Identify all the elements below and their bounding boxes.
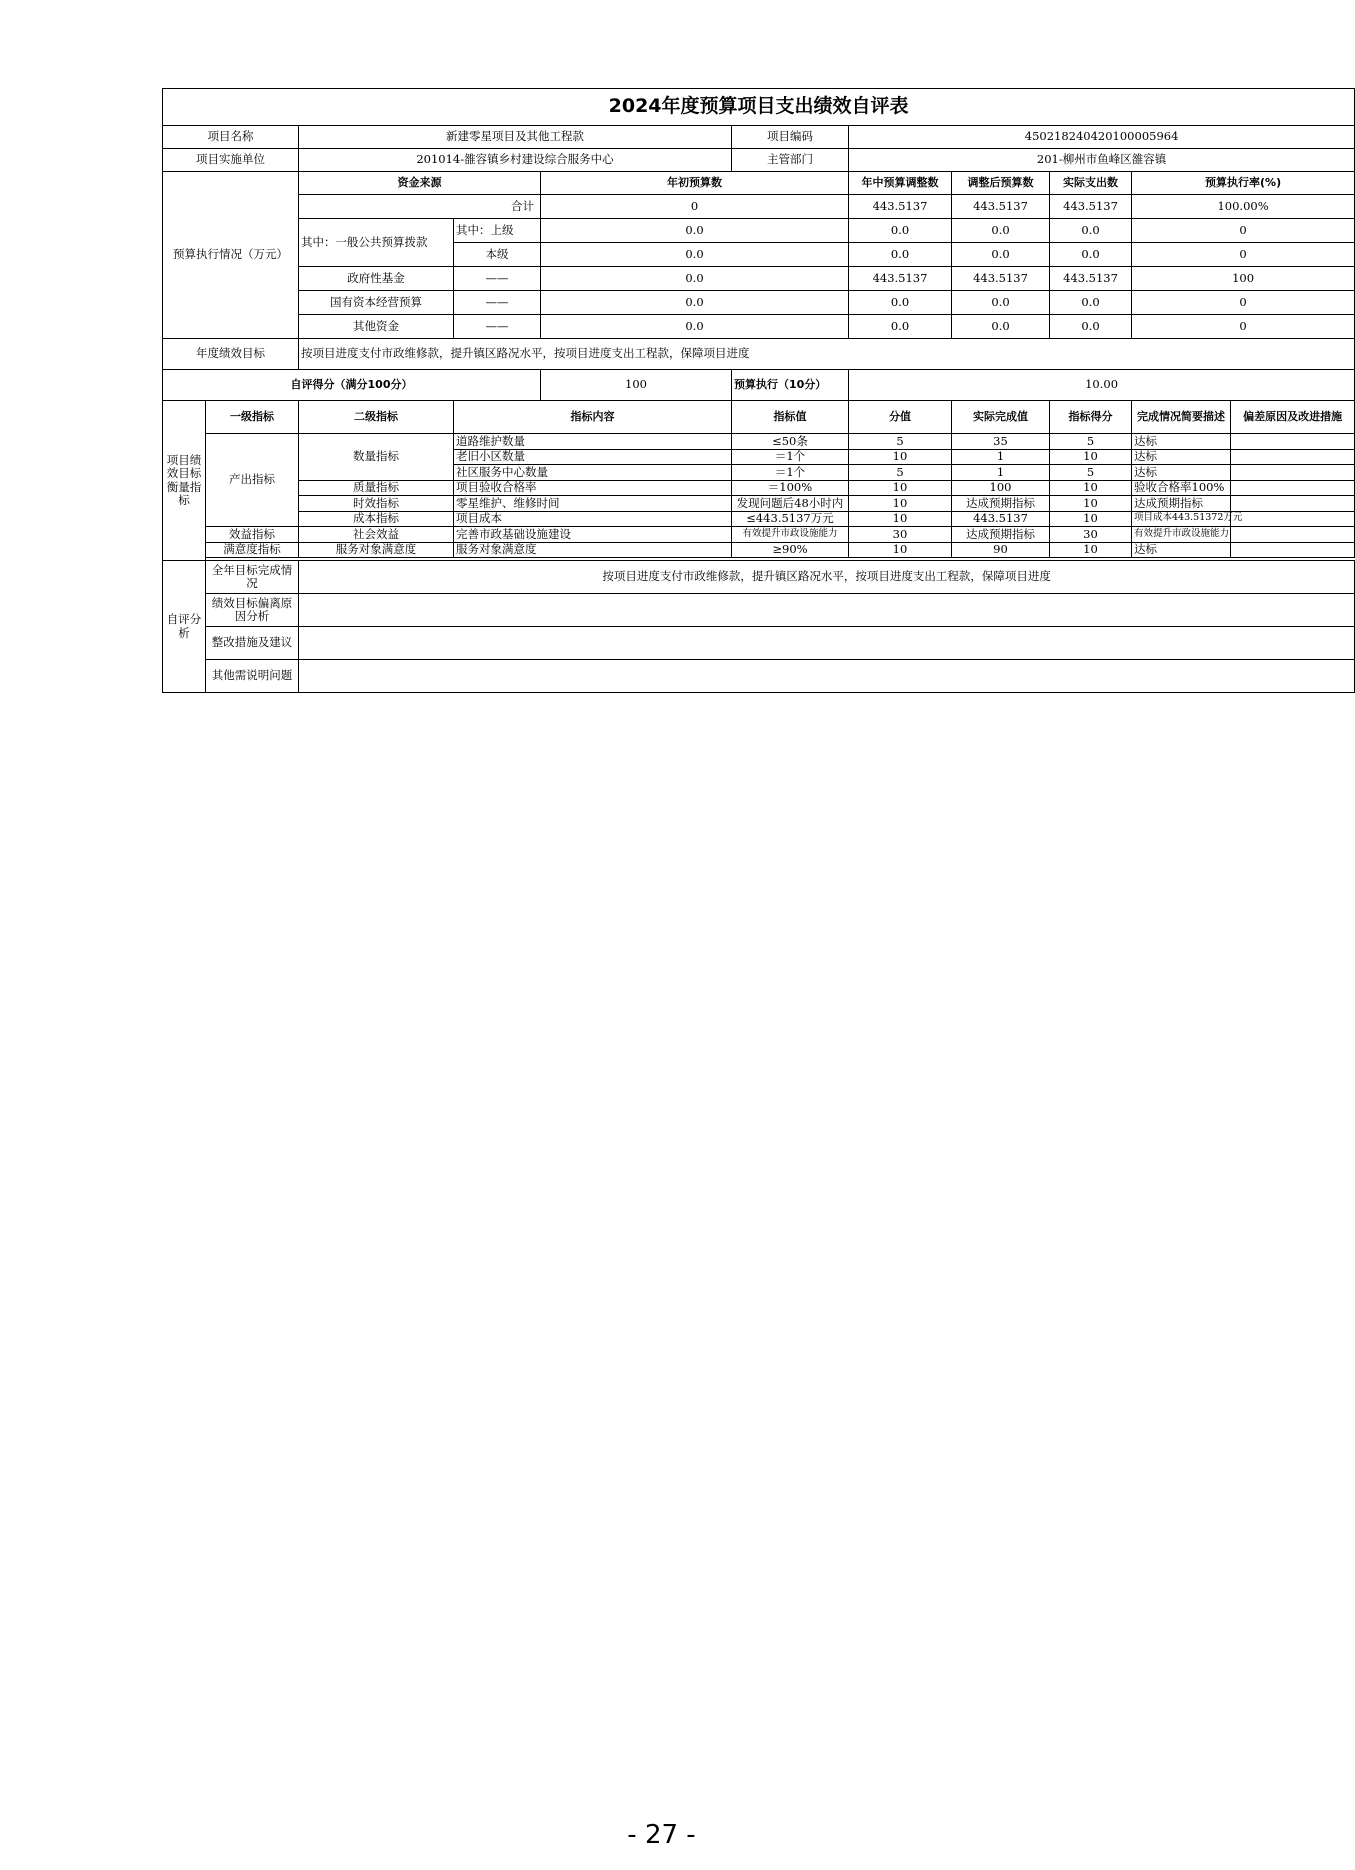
satisfaction-indicator-label: 满意度指标 (206, 542, 299, 558)
budget-total-mid-adjust: 443.5137 (849, 195, 952, 219)
ind-weight: 10 (849, 449, 952, 465)
budget-general-label: 其中：一般公共预算拨款 (299, 219, 454, 267)
budget-govfund-mid-adjust: 443.5137 (849, 267, 952, 291)
rectify-label: 整改措施及建议 (206, 627, 299, 660)
ind-reason (1231, 480, 1355, 496)
ind-target: ≤443.5137万元 (732, 511, 849, 527)
ind-target: ≥90% (732, 542, 849, 558)
budget-upper-adjusted: 0.0 (952, 219, 1050, 243)
budget-local-initial: 0.0 (541, 243, 849, 267)
supervising-dept-value: 201-柳州市鱼峰区雒容镇 (849, 149, 1355, 172)
ind-weight: 10 (849, 480, 952, 496)
ind-weight: 30 (849, 527, 952, 543)
ind-level2: 成本指标 (299, 511, 454, 527)
ind-content: 服务对象满意度 (454, 542, 732, 558)
ind-level2: 时效指标 (299, 496, 454, 512)
quantity-indicator-label: 数量指标 (299, 434, 454, 481)
project-code-value: 450218240420100005964 (849, 126, 1355, 149)
budget-other-dash: —— (454, 315, 541, 339)
budget-other-initial: 0.0 (541, 315, 849, 339)
ind-reason (1231, 465, 1355, 481)
page-number: - 27 - (627, 1820, 696, 1850)
budget-govfund-initial: 0.0 (541, 267, 849, 291)
ind-reason (1231, 511, 1355, 527)
ind-target: 有效提升市政设施能力 (732, 527, 849, 543)
ind-score: 10 (1050, 511, 1132, 527)
budget-header-initial: 年初预算数 (541, 172, 849, 195)
ind-desc: 有效提升市政设施能力 (1132, 527, 1231, 543)
budget-total-adjusted: 443.5137 (952, 195, 1050, 219)
ind-actual: 100 (952, 480, 1050, 496)
ind-weight: 10 (849, 496, 952, 512)
analysis-section-label: 自评分析 (163, 561, 206, 693)
ind-content: 道路维护数量 (454, 434, 732, 450)
deviation-value (299, 594, 1355, 627)
budget-other-label: 其他资金 (299, 315, 454, 339)
budget-header-rate: 预算执行率(%) (1132, 172, 1355, 195)
budget-govfund-adjusted: 443.5137 (952, 267, 1050, 291)
ind-desc: 达标 (1132, 465, 1231, 481)
ind-header-reason: 偏差原因及改进措施 (1231, 401, 1355, 434)
budget-local-actual: 0.0 (1050, 243, 1132, 267)
budget-total-label: 合计 (299, 195, 541, 219)
ind-score: 10 (1050, 449, 1132, 465)
budget-statecap-mid-adjust: 0.0 (849, 291, 952, 315)
ind-header-target: 指标值 (732, 401, 849, 434)
ind-actual: 1 (952, 449, 1050, 465)
ind-level2: 质量指标 (299, 480, 454, 496)
budget-upper-actual: 0.0 (1050, 219, 1132, 243)
budget-upper-mid-adjust: 0.0 (849, 219, 952, 243)
ind-level2: 服务对象满意度 (299, 542, 454, 558)
ind-reason (1231, 434, 1355, 450)
ind-content: 社区服务中心数量 (454, 465, 732, 481)
ind-desc: 项目成本443.51372万元 (1132, 511, 1231, 527)
ind-reason (1231, 527, 1355, 543)
budget-statecap-label: 国有资本经营预算 (299, 291, 454, 315)
ind-actual: 达成预期指标 (952, 496, 1050, 512)
ind-score: 10 (1050, 542, 1132, 558)
budget-other-rate: 0 (1132, 315, 1355, 339)
project-code-label: 项目编码 (732, 126, 849, 149)
budget-exec-value: 10.00 (849, 370, 1355, 401)
ind-target: ＝100% (732, 480, 849, 496)
budget-statecap-dash: —— (454, 291, 541, 315)
ind-level2: 社会效益 (299, 527, 454, 543)
performance-table (162, 88, 1355, 693)
output-indicator-label: 产出指标 (206, 434, 299, 527)
deviation-label: 绩效目标偏离原因分析 (206, 594, 299, 627)
annual-goal-value: 按项目进度支付市政维修款，提升镇区路况水平，按项目进度支出工程款，保障项目进度 (299, 339, 1355, 370)
ind-target: 发现问题后48小时内 (732, 496, 849, 512)
ind-actual: 1 (952, 465, 1050, 481)
ind-header-actual: 实际完成值 (952, 401, 1050, 434)
budget-total-initial: 0 (541, 195, 849, 219)
ind-desc: 验收合格率100% (1132, 480, 1231, 496)
budget-total-actual: 443.5137 (1050, 195, 1132, 219)
ind-content: 零星维护、维修时间 (454, 496, 732, 512)
ind-header-content: 指标内容 (454, 401, 732, 434)
ind-target: ≤50条 (732, 434, 849, 450)
ind-score: 30 (1050, 527, 1132, 543)
budget-total-rate: 100.00% (1132, 195, 1355, 219)
budget-statecap-rate: 0 (1132, 291, 1355, 315)
ind-reason (1231, 449, 1355, 465)
ind-weight: 5 (849, 465, 952, 481)
ind-content: 项目成本 (454, 511, 732, 527)
ind-reason (1231, 496, 1355, 512)
ind-content: 老旧小区数量 (454, 449, 732, 465)
budget-statecap-actual: 0.0 (1050, 291, 1132, 315)
ind-content: 项目验收合格率 (454, 480, 732, 496)
budget-statecap-initial: 0.0 (541, 291, 849, 315)
budget-govfund-label: 政府性基金 (299, 267, 454, 291)
budget-header-source: 资金来源 (299, 172, 541, 195)
ind-target: ＝1个 (732, 449, 849, 465)
rectify-value (299, 627, 1355, 660)
annual-goal-label: 年度绩效目标 (163, 339, 299, 370)
self-score-label: 自评得分（满分100分） (163, 370, 541, 401)
ind-weight: 10 (849, 542, 952, 558)
ind-header-weight: 分值 (849, 401, 952, 434)
other-issues-label: 其他需说明问题 (206, 660, 299, 693)
budget-exec-label: 预算执行（10分） (732, 370, 849, 401)
ind-actual: 达成预期指标 (952, 527, 1050, 543)
budget-section-label: 预算执行情况（万元） (163, 172, 299, 339)
completion-value: 按项目进度支付市政维修款，提升镇区路况水平，按项目进度支出工程款，保障项目进度 (299, 561, 1355, 594)
budget-govfund-rate: 100 (1132, 267, 1355, 291)
self-score-value: 100 (541, 370, 732, 401)
benefit-indicator-label: 效益指标 (206, 527, 299, 543)
budget-upper-label: 其中：上级 (454, 219, 541, 243)
budget-local-rate: 0 (1132, 243, 1355, 267)
budget-header-adjusted: 调整后预算数 (952, 172, 1050, 195)
budget-local-adjusted: 0.0 (952, 243, 1050, 267)
ind-target: ＝1个 (732, 465, 849, 481)
other-issues-value (299, 660, 1355, 693)
page-title: 2024年度预算项目支出绩效自评表 (163, 89, 1355, 126)
budget-govfund-actual: 443.5137 (1050, 267, 1132, 291)
ind-score: 5 (1050, 434, 1132, 450)
budget-statecap-adjusted: 0.0 (952, 291, 1050, 315)
budget-govfund-dash: —— (454, 267, 541, 291)
ind-actual: 35 (952, 434, 1050, 450)
budget-other-actual: 0.0 (1050, 315, 1132, 339)
ind-actual: 90 (952, 542, 1050, 558)
budget-local-mid-adjust: 0.0 (849, 243, 952, 267)
budget-header-actual: 实际支出数 (1050, 172, 1132, 195)
ind-desc: 达标 (1132, 542, 1231, 558)
budget-other-adjusted: 0.0 (952, 315, 1050, 339)
ind-header-level2: 二级指标 (299, 401, 454, 434)
project-name-label: 项目名称 (163, 126, 299, 149)
indicator-section-label: 项目绩效目标衡量指标 (163, 401, 206, 561)
ind-content: 完善市政基础设施建设 (454, 527, 732, 543)
budget-other-mid-adjust: 0.0 (849, 315, 952, 339)
implementing-unit-value: 201014-雒容镇乡村建设综合服务中心 (299, 149, 732, 172)
project-name-value: 新建零星项目及其他工程款 (299, 126, 732, 149)
budget-upper-rate: 0 (1132, 219, 1355, 243)
ind-weight: 5 (849, 434, 952, 450)
ind-score: 10 (1050, 480, 1132, 496)
ind-header-desc: 完成情况简要描述 (1132, 401, 1231, 434)
budget-upper-initial: 0.0 (541, 219, 849, 243)
ind-header-level1: 一级指标 (206, 401, 299, 434)
ind-desc: 达标 (1132, 449, 1231, 465)
completion-label: 全年目标完成情况 (206, 561, 299, 594)
ind-desc: 达标 (1132, 434, 1231, 450)
budget-header-mid-adjust: 年中预算调整数 (849, 172, 952, 195)
ind-weight: 10 (849, 511, 952, 527)
implementing-unit-label: 项目实施单位 (163, 149, 299, 172)
ind-score: 10 (1050, 496, 1132, 512)
ind-header-score: 指标得分 (1050, 401, 1132, 434)
ind-desc: 达成预期指标 (1132, 496, 1231, 512)
ind-score: 5 (1050, 465, 1132, 481)
budget-local-label: 本级 (454, 243, 541, 267)
ind-actual: 443.5137 (952, 511, 1050, 527)
ind-reason (1231, 542, 1355, 558)
supervising-dept-label: 主管部门 (732, 149, 849, 172)
